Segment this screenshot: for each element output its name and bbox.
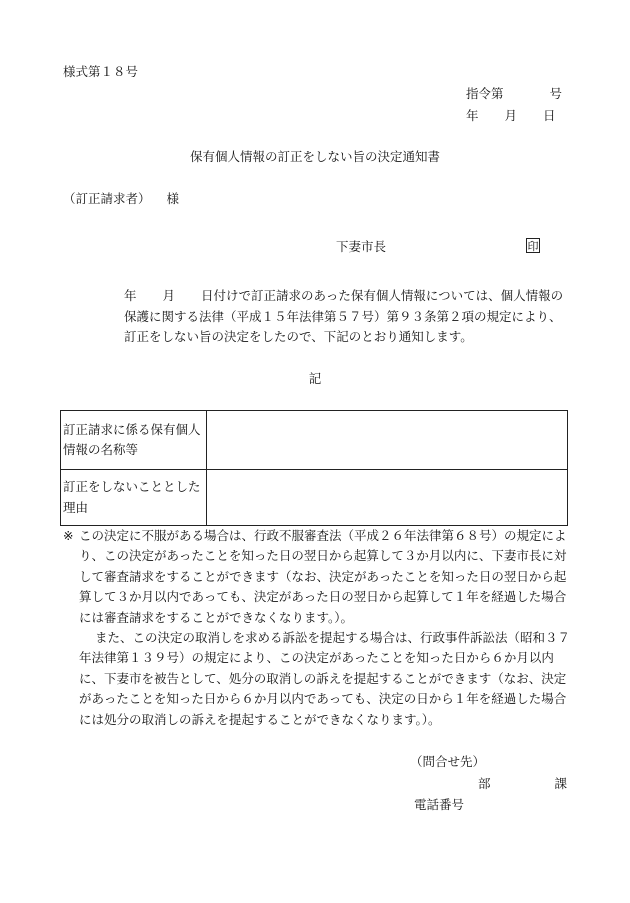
form-number: 様式第１８号 bbox=[63, 64, 139, 79]
seal-mark: 印 bbox=[527, 240, 539, 253]
date-month: 月 bbox=[504, 108, 518, 123]
body-year: 年 bbox=[124, 288, 137, 303]
addressee-honorific: 様 bbox=[166, 191, 180, 206]
notice-paragraph bbox=[63, 286, 567, 348]
appeal-note-review bbox=[63, 526, 573, 628]
reason-value bbox=[207, 470, 568, 526]
ref-suffix: 号 bbox=[549, 86, 563, 101]
addressee-name: （訂正請求者） bbox=[63, 191, 151, 206]
info-name-label: 訂正請求に係る保有個人情報の名称等 bbox=[61, 411, 207, 470]
body-text: 日付けで訂正請求のあった保有個人情報については、個人情報の保護に関する法律（平成１５年法律第５７号）第９３条第２項の規定により、訂正をしない旨の決定をしたので、下記のとおり通知します。 bbox=[124, 288, 564, 344]
section-label: 課 bbox=[554, 776, 568, 791]
notice-body bbox=[63, 286, 567, 348]
table-row bbox=[61, 470, 568, 526]
reason-label: 訂正をしないこととした理由 bbox=[61, 470, 207, 526]
contact-heading: （問合せ先） bbox=[410, 754, 486, 769]
date-year: 年 bbox=[466, 108, 479, 123]
contact-department bbox=[478, 778, 567, 791]
reference-number bbox=[466, 88, 562, 101]
ki-heading: 記 bbox=[308, 371, 322, 386]
appeal-notes bbox=[63, 526, 573, 730]
phone-label: 電話番号 bbox=[414, 797, 465, 812]
table-row bbox=[61, 411, 568, 470]
info-name-value bbox=[207, 411, 568, 470]
note-mark: ※ bbox=[63, 528, 74, 543]
issuer-title: 下妻市長 bbox=[336, 239, 387, 254]
decision-table bbox=[60, 410, 568, 526]
document-title: 保有個人情報の訂正をしない旨の決定通知書 bbox=[189, 149, 440, 164]
appeal-note-lawsuit: また、この決定の取消しを求める訴訟を提起する場合は、行政事件訴訟法（昭和３７年法律第１３９号）の規定により、この決定があったことを知った日から６か月以内に、下妻市を被告として、処分の取消しの訴えを提起することができます（なお、決定があったことを知った日から６か月以内であっても、決定の日から１年を経過した場合には処分の取消しの訴えを提起することができなくなります。）。 bbox=[79, 630, 571, 727]
note-text: この決定に不服がある場合は、行政不服審査法（平成２６年法律第６８号）の規定により、この決定があったことを知った日の翌日から起算して３か月以内に、下妻市長に対して審査請求をすることができます（なお、決定があったことを知った日の翌日から起算して３か月以内であっても、決定があった日の翌日から起算して１年を経過した場合には審査請求をすることができなくなります。）。 bbox=[79, 528, 567, 625]
dept-label: 部 bbox=[478, 776, 491, 791]
ref-prefix: 指令第 bbox=[466, 86, 504, 101]
date-day: 日 bbox=[543, 108, 556, 123]
body-month: 月 bbox=[162, 288, 176, 303]
issue-date bbox=[466, 110, 556, 123]
addressee bbox=[63, 193, 179, 206]
